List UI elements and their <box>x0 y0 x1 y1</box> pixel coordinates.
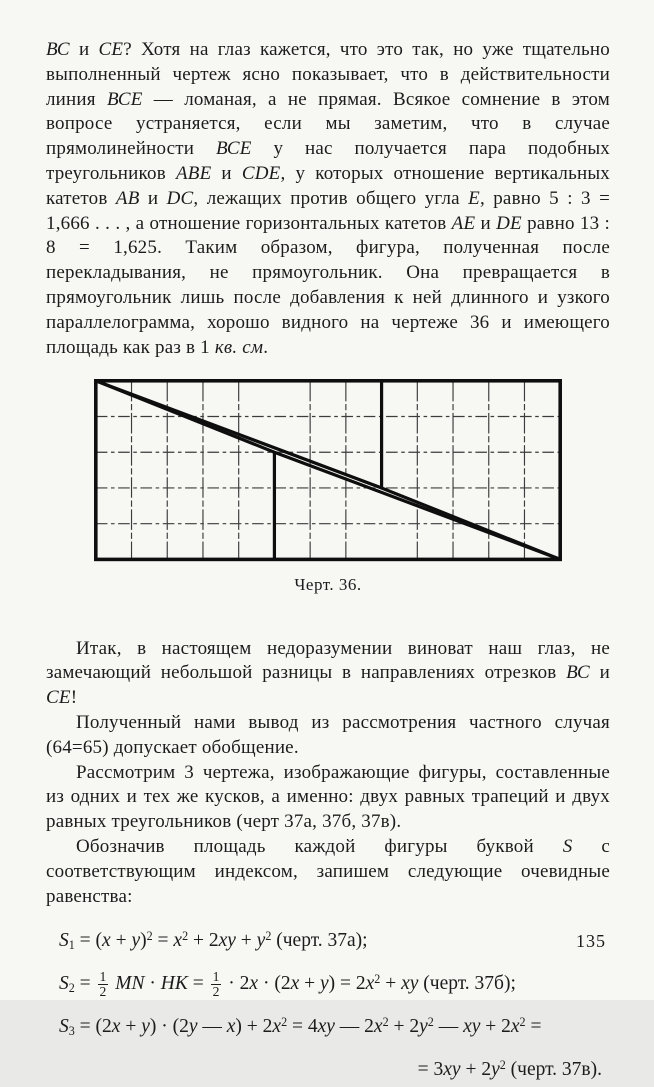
paragraph-itak: Итак, в настоящем недоразумении виноват наш глаз, не замечающий небольшой разницы в направлениях отрезков ВС и СЕ! <box>46 637 610 709</box>
paragraph-continuation: ВС и СЕ? Хотя на глаз кажется, что это так, но уже тщательно выполненный чертеж ясно показывает, что в действительности линия ВСЕ — ломаная, а не прямая. Всякое сомнение в этом вопросе устраняется, если мы заметим, что в случае прямолинейности ВСЕ у нас получается пара подобных треугольников ABE и CDE, у которых отношение вертикальных катетов AB и DC, лежащих против общего угла E, равно 5 : 3 = 1,666 . . . , а отношение горизонтальных катетов AE и DE равно 13 : 8 = 1,625. Таким образом, фигура, полученная после перекладывания, не прямоугольник. Она превращается в прямоугольник лишь после добавления к ней длинного и узкого параллелограмма, хорошо видного на чертеже 36 и имеющего площадь как раз в 1 кв. см. <box>46 39 610 358</box>
paragraph-vyvod: Полученный нами вывод из рассмотрения частного случая (64=65) допускает обобщение. <box>46 711 610 758</box>
grid-horizontal-lines <box>96 417 560 524</box>
figure-caption: Черт. 36. <box>294 574 362 594</box>
figure-36 <box>94 379 562 561</box>
formula-s2: S2 = $\frac{1}{2}$ MN · HK = $\frac{1}{2}$ · $2x \cdot (2x + y) = 2x^2$ + xy (черт. 37б); <box>59 968 516 1000</box>
diagonal-lower-path <box>96 381 560 560</box>
paragraph-rassmotrim: Рассмотрим 3 чертежа, изображающие фигуры, составленные из одних и тех же кусков, а именно: двух равных трапеций и двух равных треугольников (черт 37а, 37б, 37в). <box>46 761 610 833</box>
paragraph-oboznachiv: Обозначив площадь каждой фигуры буквой S с соответствующим индексом, запишем следующие очевидные равенства: <box>46 835 610 907</box>
formula-block <box>46 919 610 1087</box>
formula-s3-line2: = $3xy + 2y^2$ (черт. 37в). <box>417 1058 602 1081</box>
formula-s3-line1: S3 = (2x + y) · (2y — $x) + 2x^2 = 4xy$ — $2x^2 + 2y^2$ — xy + $2x^2$ = <box>59 1015 542 1039</box>
figure-36-drawing <box>94 379 562 561</box>
grid-vertical-lines <box>132 381 525 560</box>
formula-s1: $S1 = (x + y)^2 = x^2 + 2xy + y^2$ (черт. 37а); <box>59 929 368 953</box>
page-number: 135 <box>576 931 606 951</box>
